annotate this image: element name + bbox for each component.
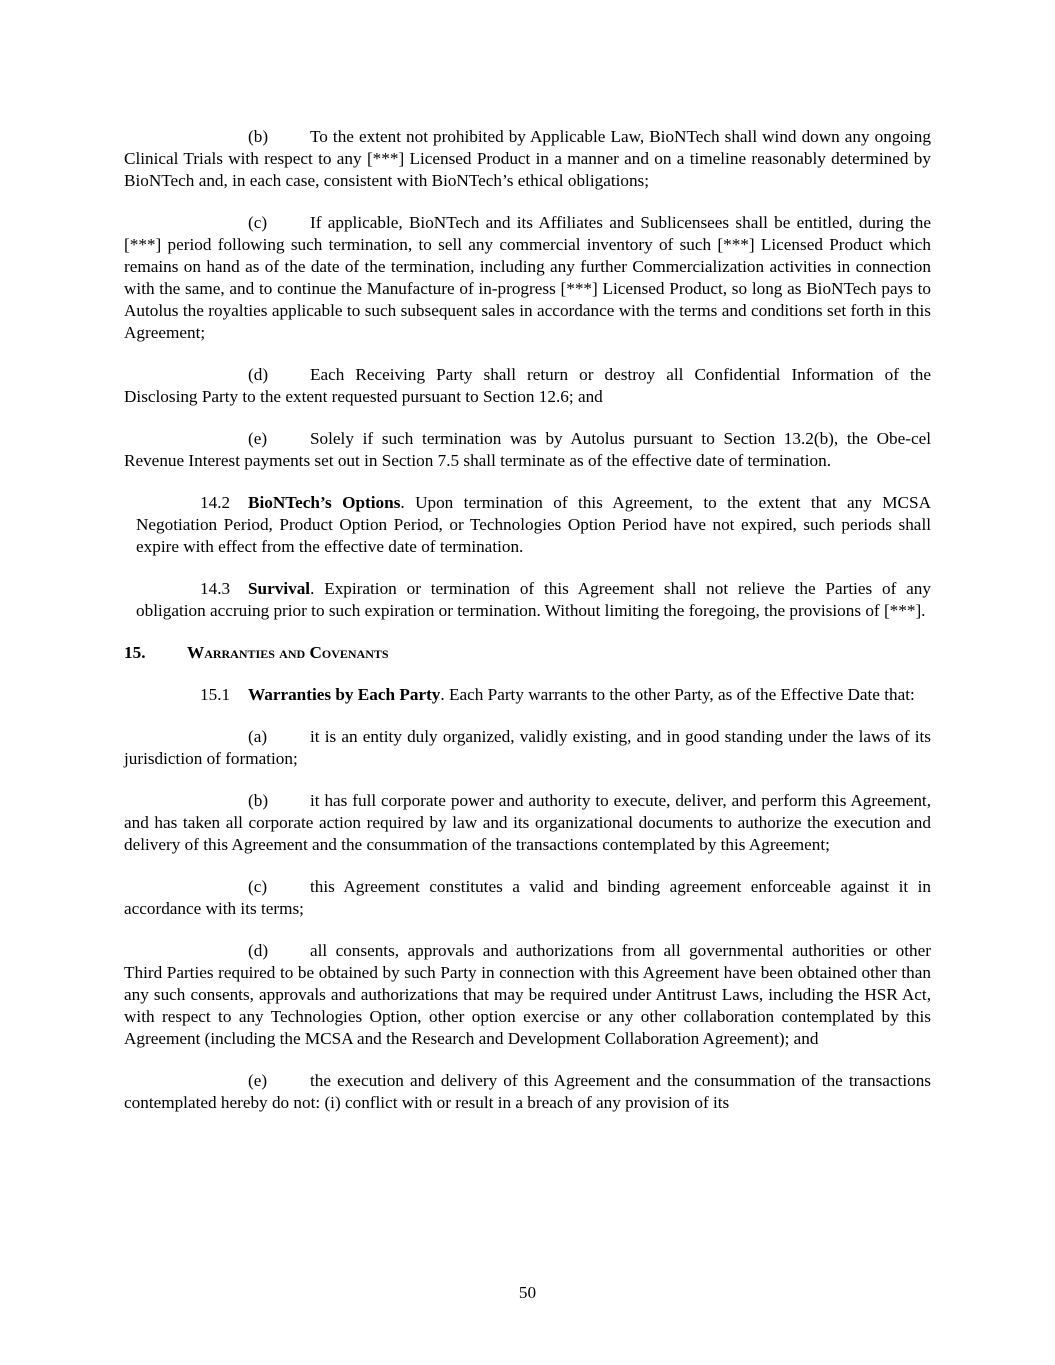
section-heading: Survival [248,579,311,598]
clause-text: Each Receiving Party shall return or destroy all Confidential Information of the Disclosing Party to the extent requested pursuant to Section 12.6; and [124,365,931,406]
clause-text: all consents, approvals and authorizations from all governmental authorities or other Third Parties required to be obtained by such Party in connection with this Agreement have been obtained other than any such consents, approvals and authorizations that may be required under Antitrust Laws, including the HSR Act, with respect to any Technologies Option, other option exercise or any other collaboration contemplated by this Agreement (including the MCSA and the Research and Development Collaboration Agreement); and [124,941,931,1048]
clause-label: (a) [248,727,268,746]
clause-label: (e) [248,429,268,448]
page-number: 50 [518,1283,537,1302]
clause-text: To the extent not prohibited by Applicable Law, BioNTech shall wind down any ongoing Clinical Trials with respect to any [***] Licensed Product in a manner and on a timeline reasonably determined by BioNTech and, in each case, consistent with BioNTech’s ethical obligations; [124,127,931,190]
warranty-b [124,790,931,856]
clause-label: (e) [248,1071,268,1090]
warranty-a [124,726,931,770]
clause-text: the execution and delivery of this Agreement and the consummation of the transactions contemplated hereby do not: (i) conflict with or result in a breach of any provision of its [124,1071,931,1112]
section-text: . Upon termination of this Agreement, to the extent that any MCSA Negotiation Period, Product Option Period, or Technologies Option Period have not expired, such periods shall expire with effect from the effective date of termination. [136,493,931,556]
clause-14-1-b [124,126,931,192]
section-14-2 [136,492,931,558]
section-number: 14.2 [200,493,231,512]
article-title: Warranties and Covenants [187,643,389,662]
section-15-1 [136,684,931,706]
clause-label: (b) [248,791,269,810]
clause-14-1-c [124,212,931,344]
article-15-heading [124,642,931,664]
clause-text: Solely if such termination was by Autolus pursuant to Section 13.2(b), the Obe-cel Revenue Interest payments set out in Section 7.5 shall terminate as of the effective date of termination. [124,429,931,470]
clause-14-1-d [124,364,931,408]
clause-text: it has full corporate power and authority to execute, deliver, and perform this Agreement, and has taken all corporate action required by law and its organizational documents to authorize the execution and delivery of this Agreement and the consummation of the transactions contemplated by this Agreement; [124,791,931,854]
clause-text: If applicable, BioNTech and its Affiliates and Sublicensees shall be entitled, during the [***] period following such termination, to sell any commercial inventory of such [***] Licensed Product which remains on hand as of the date of the termination, including any further Commercialization activities in connection with the same, and to continue the Manufacture of in-progress [***] Licensed Product, so long as BioNTech pays to Autolus the royalties applicable to such subsequent sales in accordance with the terms and conditions set forth in this Agreement; [124,213,931,342]
warranty-e [124,1070,931,1114]
section-text: . Expiration or termination of this Agreement shall not relieve the Parties of any obligation accruing prior to such expiration or termination. Without limiting the foregoing, the provisions of [***]. [136,579,931,620]
clause-label: (b) [248,127,269,146]
section-number: 15.1 [200,685,231,704]
section-heading: Warranties by Each Party [248,685,441,704]
clause-14-1-e [124,428,931,472]
clause-label: (d) [248,941,269,960]
section-number: 14.3 [200,579,231,598]
warranty-d [124,940,931,1050]
clause-text: it is an entity duly organized, validly existing, and in good standing under the laws of its jurisdiction of formation; [124,727,931,768]
section-text: . Each Party warrants to the other Party, as of the Effective Date that: [440,685,915,704]
article-number: 15. [124,643,146,662]
section-heading: BioNTech’s Options [248,493,401,512]
document-body [124,126,931,1134]
clause-label: (d) [248,365,269,384]
clause-label: (c) [248,877,268,896]
clause-text: this Agreement constitutes a valid and binding agreement enforceable against it in accordance with its terms; [124,877,931,918]
clause-label: (c) [248,213,268,232]
warranty-c [124,876,931,920]
section-14-3 [136,578,931,622]
